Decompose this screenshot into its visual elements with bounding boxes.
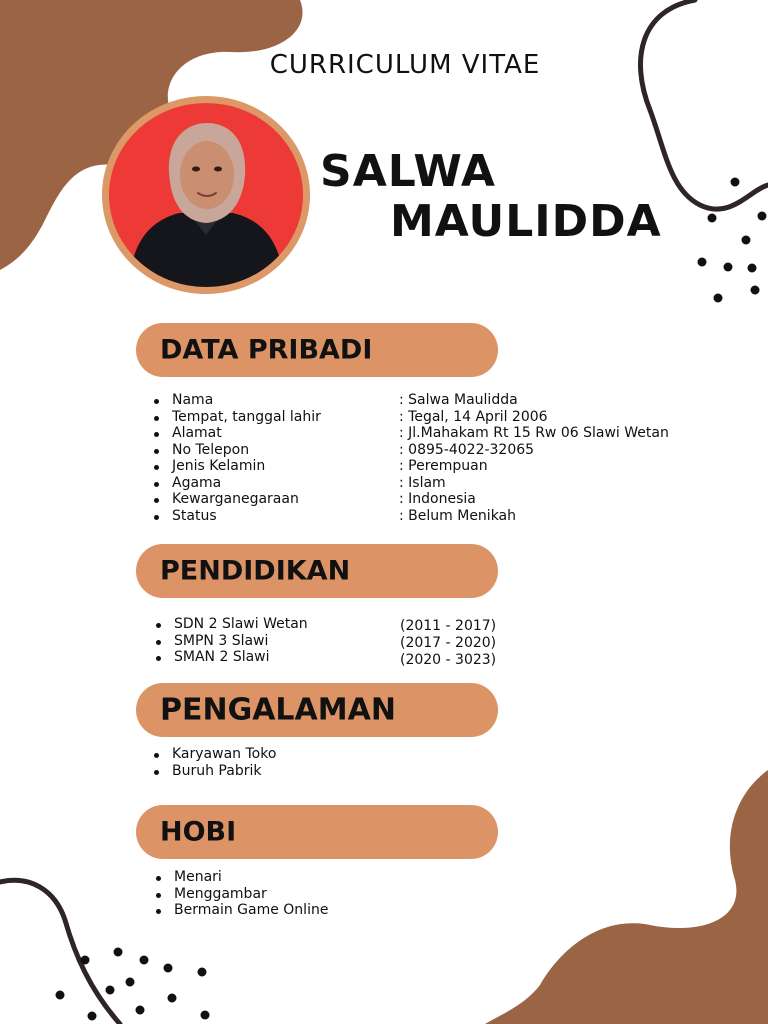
section-heading-pendidikan [136,544,498,598]
person-silhouette-icon [109,103,303,287]
section-heading-label: HOBI [160,816,237,848]
bullet-icon [154,515,159,520]
profile-photo [109,103,303,287]
name-first: SALWA [320,146,496,197]
bottom-left-squiggle [0,880,120,1024]
bullet-icon [154,416,159,421]
bottom-right-blob [485,770,768,1024]
section-heading-data-pribadi [136,323,498,377]
section-heading-label: PENDIDIKAN [160,555,351,587]
profile-photo-frame [102,96,310,294]
bullet-icon [156,909,161,914]
section-heading-label: PENGALAMAN [160,692,396,728]
section-heading-label: DATA PRIBADI [160,334,373,366]
bullet-icon [156,876,161,881]
bullet-icon [154,432,159,437]
bullet-icon [154,449,159,454]
bullet-icon [156,656,161,661]
bullet-icon [154,770,159,775]
top-right-dots [698,178,767,303]
bullet-icon [156,893,161,898]
page-title: CURRICULUM VITAE [269,50,541,80]
section-heading-pengalaman [136,683,498,737]
bullet-icon [154,498,159,503]
top-right-squiggle [640,0,768,209]
bullet-icon [154,399,159,404]
bullet-icon [156,640,161,645]
bullet-icon [154,482,159,487]
bullet-icon [154,465,159,470]
bullet-icon [156,623,161,628]
bullet-icon [154,753,159,758]
name-last: MAULIDDA [390,196,662,247]
section-heading-hobi [136,805,498,859]
